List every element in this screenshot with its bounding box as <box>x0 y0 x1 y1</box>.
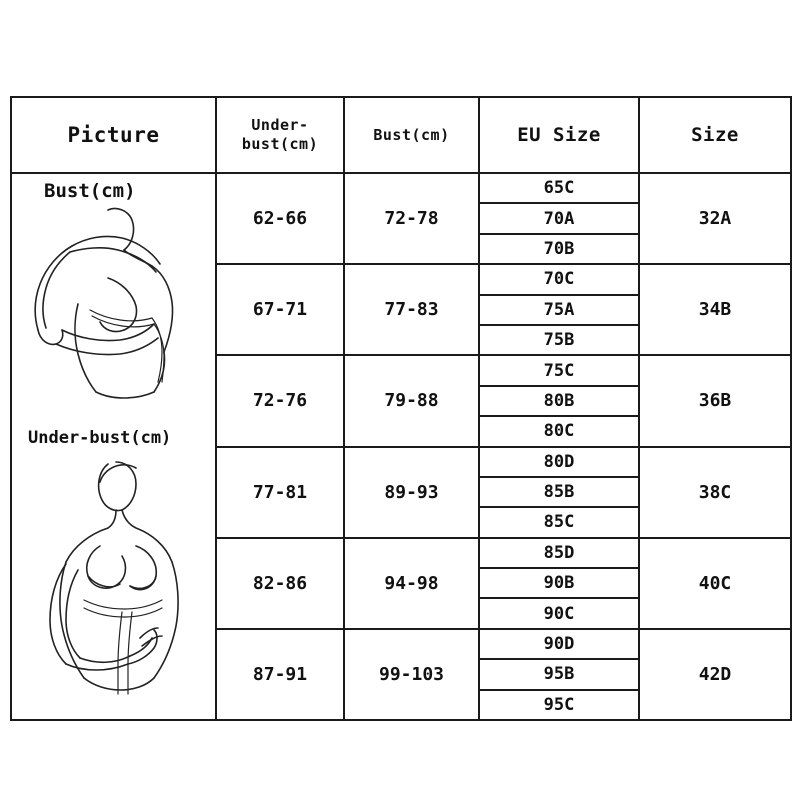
column-header-bust: Bust(cm) <box>344 97 479 173</box>
under-bust-measure-illustration <box>12 460 217 710</box>
cell-eu-size: 90C <box>479 598 639 628</box>
cell-bust: 99-103 <box>344 629 479 720</box>
cell-bust: 94-98 <box>344 538 479 629</box>
picture-label-under-bust: Under-bust(cm) <box>28 428 172 448</box>
cell-bust: 72-78 <box>344 173 479 264</box>
cell-under-bust: 77-81 <box>216 447 344 538</box>
cell-under-bust: 72-76 <box>216 355 344 446</box>
cell-eu-size: 80D <box>479 447 639 477</box>
column-header-picture: Picture <box>11 97 216 173</box>
table-header-row <box>11 97 791 173</box>
cell-under-bust: 82-86 <box>216 538 344 629</box>
picture-illustration-cell <box>11 173 216 720</box>
cell-size: 32A <box>639 173 791 264</box>
cell-under-bust: 87-91 <box>216 629 344 720</box>
cell-bust: 79-88 <box>344 355 479 446</box>
cell-size: 42D <box>639 629 791 720</box>
cell-eu-size: 95B <box>479 659 639 689</box>
cell-eu-size: 85C <box>479 507 639 537</box>
size-chart-container <box>10 96 790 715</box>
cell-eu-size: 85D <box>479 538 639 568</box>
cell-size: 36B <box>639 355 791 446</box>
cell-eu-size: 75A <box>479 295 639 325</box>
cell-eu-size: 80B <box>479 386 639 416</box>
cell-eu-size: 75B <box>479 325 639 355</box>
cell-size: 40C <box>639 538 791 629</box>
cell-eu-size: 85B <box>479 477 639 507</box>
cell-eu-size: 65C <box>479 173 639 203</box>
column-header-eu-size: EU Size <box>479 97 639 173</box>
picture-inner <box>12 174 215 719</box>
cell-eu-size: 95C <box>479 690 639 720</box>
column-header-size: Size <box>639 97 791 173</box>
cell-eu-size: 90D <box>479 629 639 659</box>
cell-eu-size: 70C <box>479 264 639 294</box>
cell-eu-size: 90B <box>479 568 639 598</box>
table-row <box>11 173 791 203</box>
bra-size-chart-table <box>10 96 792 721</box>
cell-bust: 77-83 <box>344 264 479 355</box>
picture-label-bust: Bust(cm) <box>44 180 136 202</box>
cell-eu-size: 70B <box>479 234 639 264</box>
cell-size: 34B <box>639 264 791 355</box>
cell-under-bust: 62-66 <box>216 173 344 264</box>
cell-under-bust: 67-71 <box>216 264 344 355</box>
column-header-under-bust: Under-bust(cm) <box>216 97 344 173</box>
cell-eu-size: 70A <box>479 203 639 233</box>
cell-size: 38C <box>639 447 791 538</box>
bust-measure-illustration <box>12 204 217 414</box>
cell-bust: 89-93 <box>344 447 479 538</box>
cell-eu-size: 80C <box>479 416 639 446</box>
cell-eu-size: 75C <box>479 355 639 385</box>
